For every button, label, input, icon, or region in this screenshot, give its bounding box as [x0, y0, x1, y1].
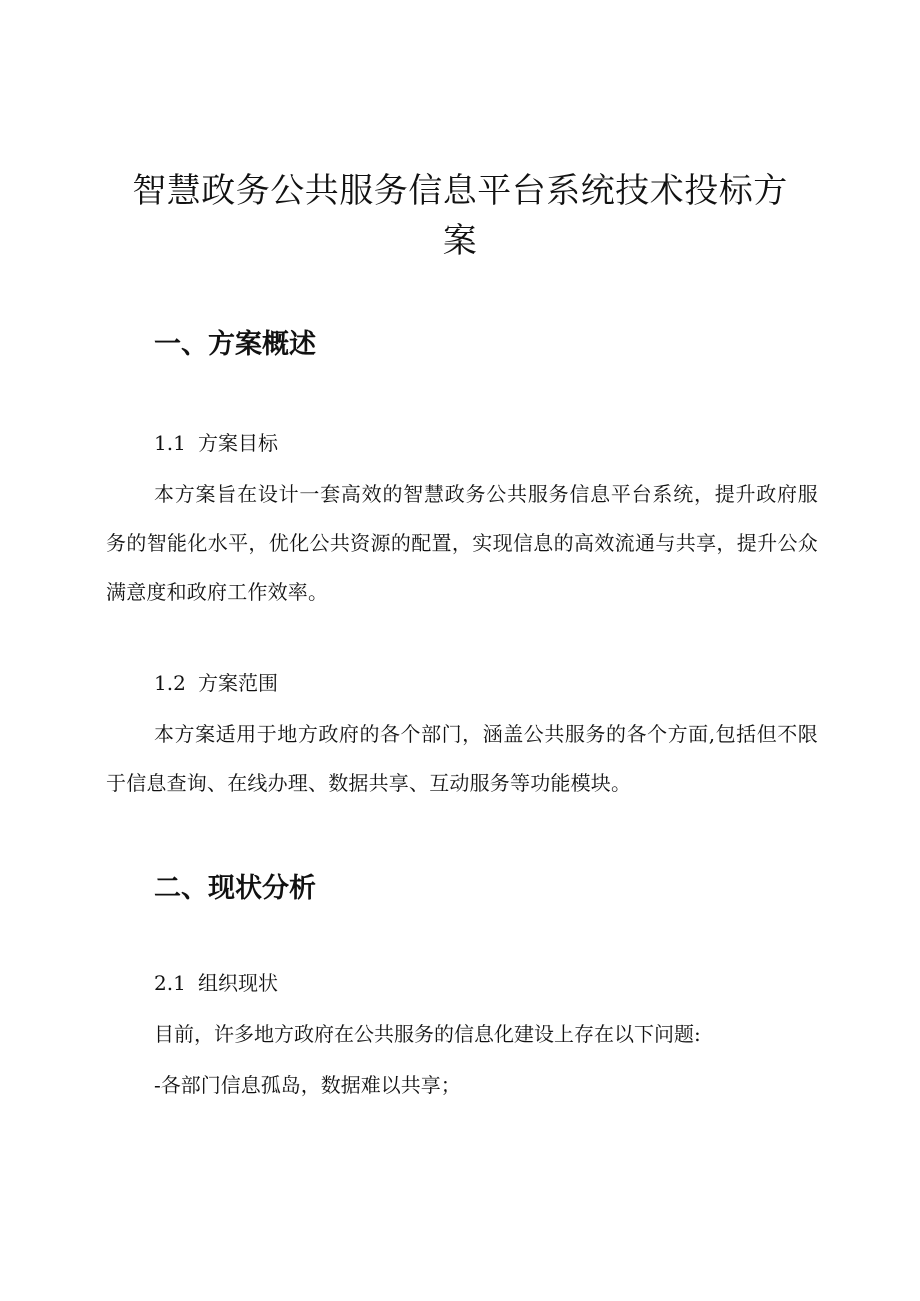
list-item: -各部门信息孤岛，数据难以共享；	[154, 1073, 461, 1097]
document-title: 智慧政务公共服务信息平台系统技术投标方案	[132, 171, 788, 261]
section-heading-overview: 一、方案概述	[154, 329, 316, 360]
subsection-heading-1-2	[154, 668, 278, 698]
paragraph-scope: 本方案适用于地方政府的各个部门，涵盖公共服务的各个方面,包括但不限于信息查询、在线办理、数据共享、互动服务等功能模块。	[106, 722, 818, 795]
subsection-title: 方案范围	[198, 671, 278, 695]
subsection-number: 1.2	[154, 671, 186, 695]
section-heading-analysis: 二、现状分析	[154, 873, 316, 904]
subsection-heading-1-1	[154, 428, 278, 458]
paragraph-goal: 本方案旨在设计一套高效的智慧政务公共服务信息平台系统，提升政府服务的智能化水平，优化公共资源的配置，实现信息的高效流通与共享，提升公众满意度和政府工作效率。	[106, 482, 818, 604]
subsection-title: 组织现状	[198, 971, 278, 995]
subsection-number: 1.1	[154, 431, 186, 455]
subsection-heading-2-1	[154, 968, 278, 998]
paragraph-current-status: 目前，许多地方政府在公共服务的信息化建设上存在以下问题:	[154, 1022, 701, 1046]
subsection-number: 2.1	[154, 971, 186, 995]
subsection-title: 方案目标	[198, 431, 278, 455]
